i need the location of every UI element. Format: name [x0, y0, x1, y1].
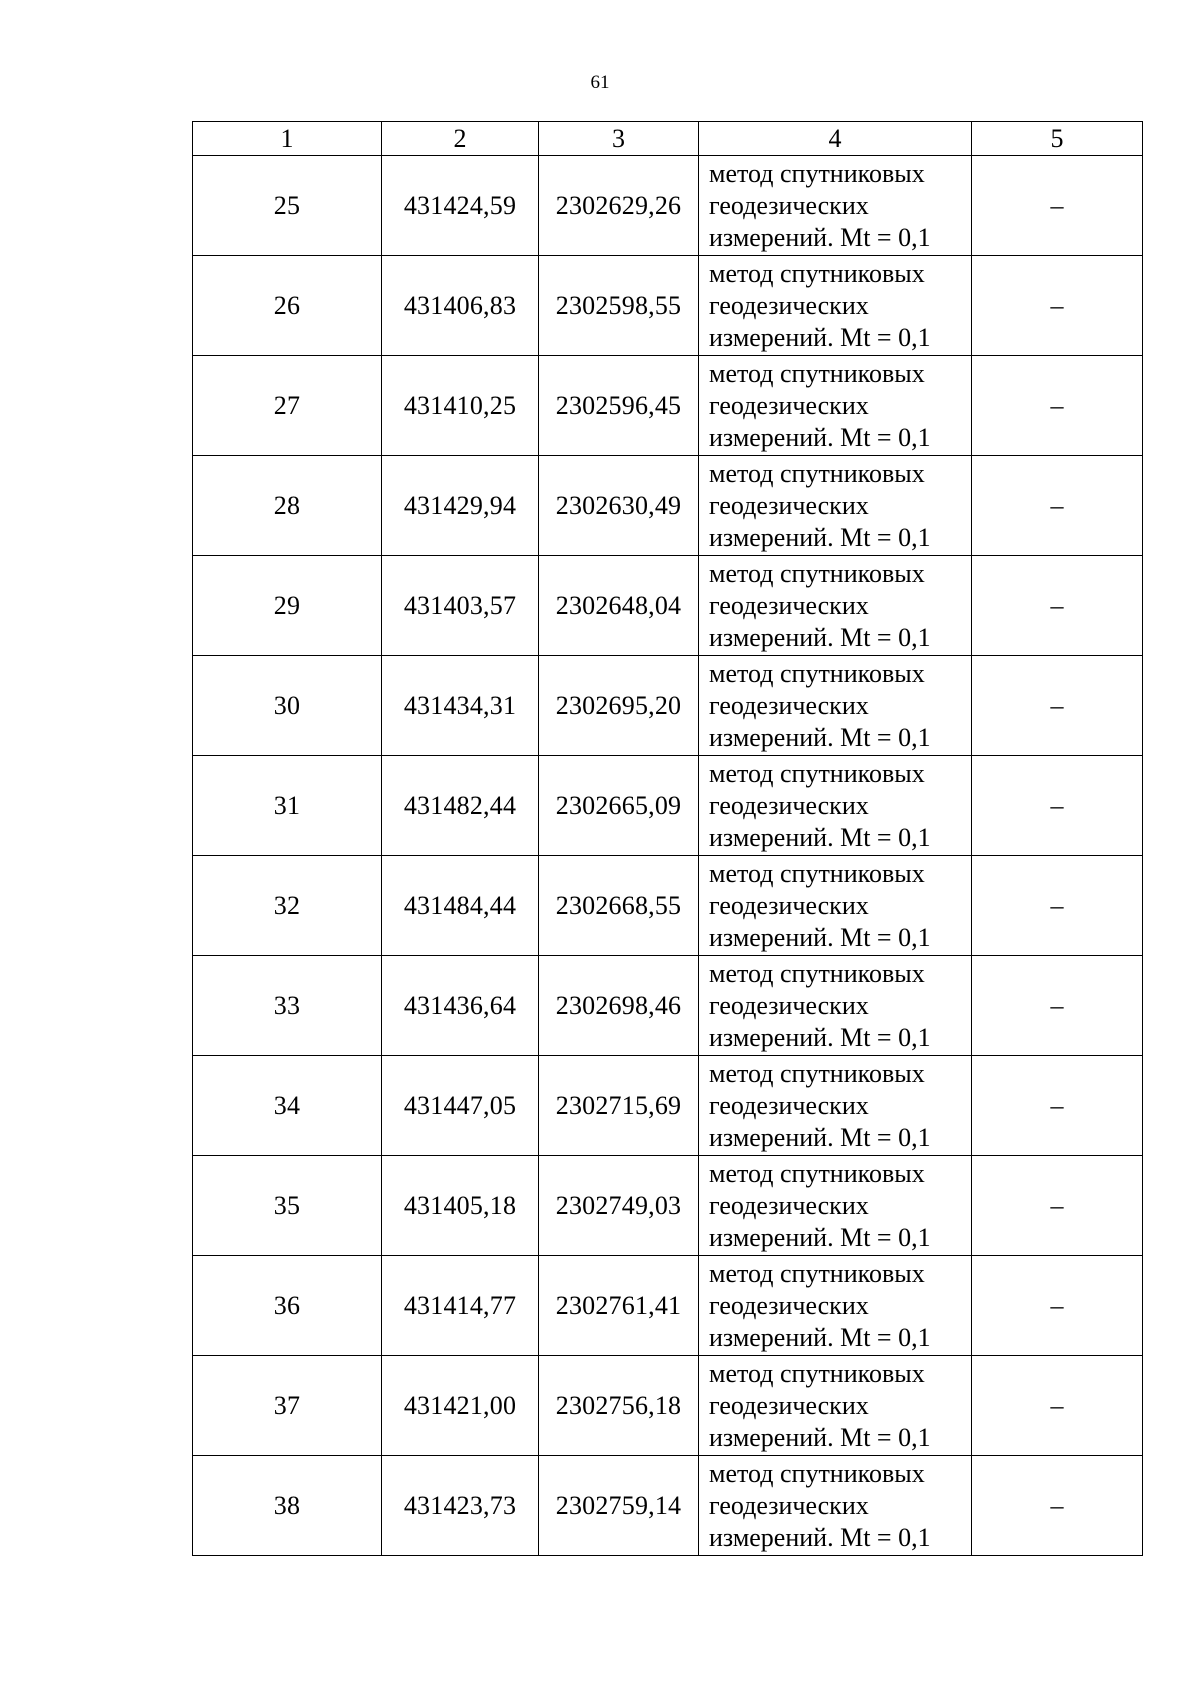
method-line: измерений. Mt = 0,1	[709, 1422, 931, 1452]
table-row	[193, 556, 1143, 656]
method-line: метод спутниковых	[709, 1058, 925, 1088]
method-line: измерений. Mt = 0,1	[709, 822, 931, 852]
page-number: 61	[590, 72, 610, 93]
method-line: геодезических	[709, 1490, 869, 1520]
col5-cell: –	[972, 356, 1143, 456]
method-line: геодезических	[709, 690, 869, 720]
method-line: геодезических	[709, 990, 869, 1020]
method-line: геодезических	[709, 1390, 869, 1420]
point-number-cell: 33	[193, 956, 382, 1056]
method-line: геодезических	[709, 790, 869, 820]
x-coordinate-cell: 431436,64	[382, 956, 539, 1056]
y-coordinate-cell: 2302598,55	[539, 256, 699, 356]
y-coordinate-cell: 2302630,49	[539, 456, 699, 556]
point-number-cell: 31	[193, 756, 382, 856]
table-row	[193, 156, 1143, 256]
table-row	[193, 656, 1143, 756]
header-col-1: 1	[193, 122, 382, 156]
method-cell	[699, 156, 972, 256]
method-line: измерений. Mt = 0,1	[709, 1522, 931, 1552]
table-body	[193, 156, 1143, 1556]
table-row	[193, 956, 1143, 1056]
table-row	[193, 1056, 1143, 1156]
table-row	[193, 456, 1143, 556]
x-coordinate-cell: 431482,44	[382, 756, 539, 856]
method-line: метод спутниковых	[709, 458, 925, 488]
header-col-2: 2	[382, 122, 539, 156]
y-coordinate-cell: 2302665,09	[539, 756, 699, 856]
method-cell	[699, 1456, 972, 1556]
method-line: измерений. Mt = 0,1	[709, 322, 931, 352]
x-coordinate-cell: 431447,05	[382, 1056, 539, 1156]
point-number-cell: 27	[193, 356, 382, 456]
method-line: измерений. Mt = 0,1	[709, 1022, 931, 1052]
col5-cell: –	[972, 556, 1143, 656]
method-line: измерений. Mt = 0,1	[709, 522, 931, 552]
method-line: метод спутниковых	[709, 858, 925, 888]
method-line: измерений. Mt = 0,1	[709, 622, 931, 652]
method-line: метод спутниковых	[709, 758, 925, 788]
method-line: геодезических	[709, 1090, 869, 1120]
method-line: метод спутниковых	[709, 258, 925, 288]
point-number-cell: 29	[193, 556, 382, 656]
header-col-5: 5	[972, 122, 1143, 156]
method-line: метод спутниковых	[709, 958, 925, 988]
table-row	[193, 856, 1143, 956]
col5-cell: –	[972, 656, 1143, 756]
x-coordinate-cell: 431434,31	[382, 656, 539, 756]
table-row	[193, 1356, 1143, 1456]
table-row	[193, 1256, 1143, 1356]
x-coordinate-cell: 431406,83	[382, 256, 539, 356]
table-row	[193, 356, 1143, 456]
y-coordinate-cell: 2302756,18	[539, 1356, 699, 1456]
method-cell	[699, 1356, 972, 1456]
col5-cell: –	[972, 156, 1143, 256]
method-line: геодезических	[709, 590, 869, 620]
method-cell	[699, 856, 972, 956]
point-number-cell: 35	[193, 1156, 382, 1256]
method-line: геодезических	[709, 1190, 869, 1220]
y-coordinate-cell: 2302759,14	[539, 1456, 699, 1556]
header-col-3: 3	[539, 122, 699, 156]
table-row	[193, 756, 1143, 856]
point-number-cell: 36	[193, 1256, 382, 1356]
col5-cell: –	[972, 456, 1143, 556]
x-coordinate-cell: 431421,00	[382, 1356, 539, 1456]
x-coordinate-cell: 431414,77	[382, 1256, 539, 1356]
col5-cell: –	[972, 1156, 1143, 1256]
y-coordinate-cell: 2302715,69	[539, 1056, 699, 1156]
y-coordinate-cell: 2302596,45	[539, 356, 699, 456]
y-coordinate-cell: 2302629,26	[539, 156, 699, 256]
table-row	[193, 1156, 1143, 1256]
y-coordinate-cell: 2302749,03	[539, 1156, 699, 1256]
col5-cell: –	[972, 956, 1143, 1056]
y-coordinate-cell: 2302761,41	[539, 1256, 699, 1356]
method-line: геодезических	[709, 1290, 869, 1320]
method-line: геодезических	[709, 390, 869, 420]
method-line: измерений. Mt = 0,1	[709, 922, 931, 952]
y-coordinate-cell: 2302698,46	[539, 956, 699, 1056]
point-number-cell: 30	[193, 656, 382, 756]
table-row	[193, 256, 1143, 356]
col5-cell: –	[972, 856, 1143, 956]
method-cell	[699, 1156, 972, 1256]
method-line: метод спутниковых	[709, 1258, 925, 1288]
method-line: измерений. Mt = 0,1	[709, 1222, 931, 1252]
x-coordinate-cell: 431429,94	[382, 456, 539, 556]
x-coordinate-cell: 431410,25	[382, 356, 539, 456]
header-col-4: 4	[699, 122, 972, 156]
point-number-cell: 34	[193, 1056, 382, 1156]
y-coordinate-cell: 2302648,04	[539, 556, 699, 656]
method-line: измерений. Mt = 0,1	[709, 422, 931, 452]
method-cell	[699, 1256, 972, 1356]
x-coordinate-cell: 431423,73	[382, 1456, 539, 1556]
point-number-cell: 26	[193, 256, 382, 356]
method-line: метод спутниковых	[709, 1158, 925, 1188]
method-line: измерений. Mt = 0,1	[709, 222, 931, 252]
method-line: геодезических	[709, 290, 869, 320]
method-cell	[699, 556, 972, 656]
table-row	[193, 1456, 1143, 1556]
method-line: метод спутниковых	[709, 358, 925, 388]
method-line: геодезических	[709, 490, 869, 520]
method-line: метод спутниковых	[709, 658, 925, 688]
col5-cell: –	[972, 756, 1143, 856]
method-cell	[699, 356, 972, 456]
point-number-cell: 38	[193, 1456, 382, 1556]
y-coordinate-cell: 2302695,20	[539, 656, 699, 756]
method-line: измерений. Mt = 0,1	[709, 722, 931, 752]
col5-cell: –	[972, 1256, 1143, 1356]
method-cell	[699, 656, 972, 756]
method-line: метод спутниковых	[709, 558, 925, 588]
col5-cell: –	[972, 1456, 1143, 1556]
point-number-cell: 28	[193, 456, 382, 556]
method-cell	[699, 256, 972, 356]
y-coordinate-cell: 2302668,55	[539, 856, 699, 956]
method-line: геодезических	[709, 190, 869, 220]
method-line: измерений. Mt = 0,1	[709, 1322, 931, 1352]
method-line: метод спутниковых	[709, 1358, 925, 1388]
col5-cell: –	[972, 1356, 1143, 1456]
method-cell	[699, 456, 972, 556]
x-coordinate-cell: 431484,44	[382, 856, 539, 956]
method-line: измерений. Mt = 0,1	[709, 1122, 931, 1152]
method-cell	[699, 1056, 972, 1156]
x-coordinate-cell: 431403,57	[382, 556, 539, 656]
method-line: геодезических	[709, 890, 869, 920]
col5-cell: –	[972, 256, 1143, 356]
method-line: метод спутниковых	[709, 1458, 925, 1488]
method-cell	[699, 756, 972, 856]
header-row	[193, 122, 1143, 156]
col5-cell: –	[972, 1056, 1143, 1156]
x-coordinate-cell: 431424,59	[382, 156, 539, 256]
point-number-cell: 37	[193, 1356, 382, 1456]
method-line: метод спутниковых	[709, 158, 925, 188]
point-number-cell: 25	[193, 156, 382, 256]
x-coordinate-cell: 431405,18	[382, 1156, 539, 1256]
point-number-cell: 32	[193, 856, 382, 956]
coordinates-table	[192, 121, 1143, 1556]
method-cell	[699, 956, 972, 1056]
table-header	[193, 122, 1143, 156]
